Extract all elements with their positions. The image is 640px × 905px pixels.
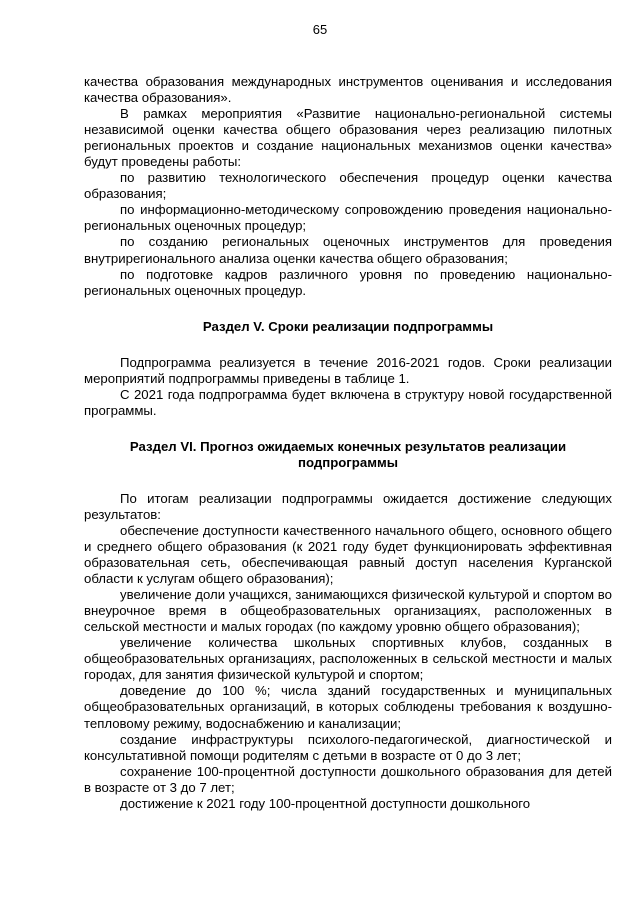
list-item: сохранение 100-процентной доступности дошкольного образования для детей в возрасте от 3 до 7 лет; [84,763,612,795]
list-item: обеспечение доступности качественного начального общего, основного общего и среднего общего образования (к 2021 году будет функционировать эффективная образовательная сеть, обеспечивающая равный доступ населения Курганской области к услугам общего образования); [84,522,612,587]
list-item: по развитию технологического обеспечения процедур оценки качества образования; [84,170,612,202]
paragraph: С 2021 года подпрограмма будет включена в структуру новой государственной программы. [84,386,612,418]
list-item: доведение до 100 %; числа зданий государственных и муниципальных общеобразовательных организаций, в которых соблюдены требования к воздушно-тепловому режиму, водоснабжению и канализации; [84,683,612,731]
document-body [84,74,612,812]
page-number: 65 [312,22,328,37]
paragraph: По итогам реализации подпрограммы ожидается достижение следующих результатов: [84,490,612,522]
paragraph: В рамках мероприятия «Развитие национально-региональной системы независимой оценки качества общего образования через реализацию пилотных региональных проектов и создание национальных механизмов оценки качества» будут проведены работы: [84,106,612,170]
list-item: достижение к 2021 году 100-процентной доступности дошкольного [120,795,531,811]
list-item: создание инфраструктуры психолого-педагогической, диагностической и консультативной помощи родителям с детьми в возрасте от 0 до 3 лет; [84,731,612,763]
paragraph: качества образования международных инструментов оценивания и исследования качества образования». [84,74,612,106]
list-item: по информационно-методическому сопровождению проведения национально-региональных оценочных процедур; [84,202,612,234]
section-heading: Раздел V. Сроки реализации подпрограммы [202,318,494,334]
list-item: увеличение доли учащихся, занимающихся физической культурой и спортом во внеурочное время в общеобразовательных организациях, расположенных в сельской местности и малых городах (по каждому уровню общего образования); [84,587,612,635]
section-heading [84,439,612,471]
section-heading-line: Раздел VI. Прогноз ожидаемых конечных результатов реализации [129,438,567,454]
list-item: по подготовке кадров различного уровня по проведению национально-региональных оценочных процедур. [84,266,612,298]
paragraph: Подпрограмма реализуется в течение 2016-2021 годов. Сроки реализации мероприятий подпрограммы приведены в таблице 1. [84,354,612,386]
list-item: увеличение количества школьных спортивных клубов, созданных в общеобразовательных организациях, расположенных в сельской местности и малых городах, для занятия физической культурой и спортом; [84,635,612,683]
list-item: по созданию региональных оценочных инструментов для проведения внутрирегионального анализа оценки качества общего образования; [84,234,612,266]
section-heading-line: подпрограммы [298,454,398,470]
